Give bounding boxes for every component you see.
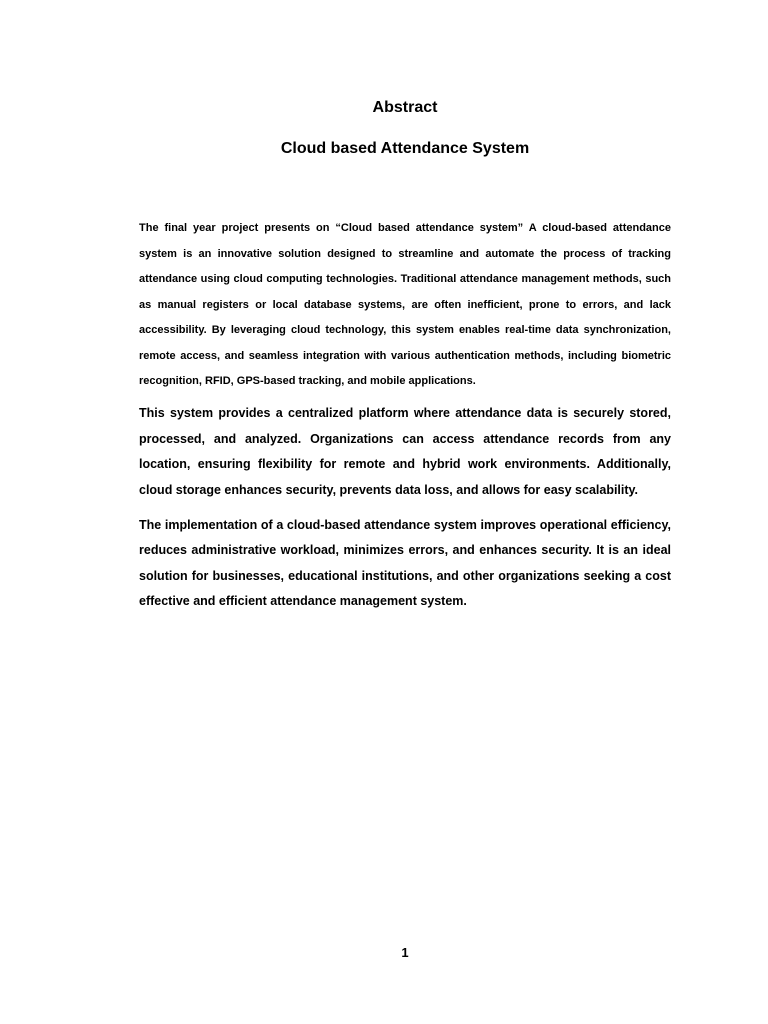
abstract-paragraph-2: This system provides a centralized platform where attendance data is securely stored, processed, and analyzed. Organizations can access attendance records from any location, ensuring flexibility for remote and hybrid work environments. Additionally, cloud storage enhances security, prevents data loss, and allows for easy scalability. xyxy=(139,406,671,497)
abstract-paragraph-1: The final year project presents on “Cloud based attendance system” A cloud-based attendance system is an innovative solution designed to streamline and automate the process of tracking attendance using cloud computing technologies. Traditional attendance management methods, such as manual registers or local database systems, are often inefficient, prone to errors, and lack accessibility. By leveraging cloud technology, this system enables real-time data synchronization, remote access, and seamless integration with various authentication methods, including biometric recognition, RFID, GPS-based tracking, and mobile applications. xyxy=(139,222,671,387)
abstract-paragraph-3: The implementation of a cloud-based attendance system improves operational efficiency, reduces administrative workload, minimizes errors, and enhances security. It is an ideal solution for businesses, educational institutions, and other organizations seeking a cost effective and efficient attendance management system. xyxy=(139,518,671,608)
document-title: Cloud based Attendance System xyxy=(280,140,530,157)
abstract-heading: Abstract xyxy=(372,99,438,116)
page-number: 1 xyxy=(401,945,409,960)
